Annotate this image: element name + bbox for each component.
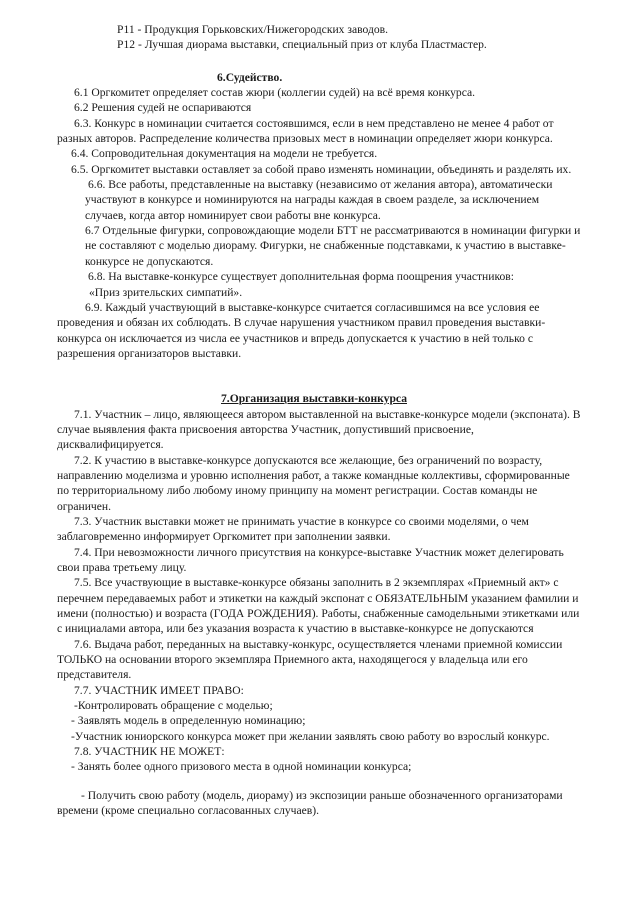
clause-6-2: 6.2 Решения судей не оспариваются (74, 101, 252, 115)
clause-7-1: 7.1. Участник – лицо, являющееся автором выставленной на выставке-конкурсе модели (экспоната). В случае выявления факта присвоения авторства Участник, допустивший присвоение, дисквалифицируется. (57, 407, 581, 452)
clause-7-5: 7.5. Все участвующие в выставке-конкурсе обязаны заполнить в 2 экземплярах «Приемный акт» с перечнем передаваемых работ и этикетки на каждый экспонат с ОБЯЗАТЕЛЬНЫМ указанием фамилии и имени (полностью) и возраста (ГОДА РОЖДЕНИЯ). Работы, снабженные самодельными этикетками или с инициалами автора, или без указания возраста к участию в выставке-конкурсе не допускаются (57, 576, 580, 636)
clause-6-5: 6.5. Оргкомитет выставки оставляет за собой право изменять номинации, объединять и разделять их. (71, 162, 572, 176)
clause-7-7: 7.7. УЧАСТНИК ИМЕЕТ ПРАВО: (74, 683, 244, 697)
prize-line-p11: Р11 - Продукция Горьковских/Нижегородских заводов. (117, 23, 389, 36)
spacer-before-section6 (57, 53, 582, 70)
restriction-item-early-pickup: - Получить свою работу (модель, диораму) из экспозиции раньше обозначенного организаторами времени (кроме специально согласованных случаев). (57, 788, 563, 818)
clause-7-6: 7.6. Выдача работ, переданных на выставку-конкурс, осуществляется членами приемной комиссии ТОЛЬКО на основании второго экземпляра Приемного акта, находящегося у владельца или его представителя. (57, 637, 563, 682)
clause-6-1: 6.1 Оргкомитет определяет состав жюри (коллегии судей) на всё время конкурса. (74, 86, 476, 100)
section-7-heading: 7.Организация выставки-конкурса (221, 392, 407, 406)
right-item-declare-nomination: - Заявлять модель в определенную номинацию; (71, 714, 306, 728)
right-item-control-model: -Контролировать обращение с моделью; (74, 699, 273, 713)
section-6-heading: 6.Судейство. (217, 70, 283, 84)
spacer-before-last-item (57, 775, 582, 788)
clause-6-9: 6.9. Каждый участвующий в выставке-конкурсе считается согласившимся на все условия ее проведения и обязан их соблюдать. В случае нарушения участником правил проведения выставки-конкурса он исключается из числа ее участников и впредь допускается к участию в ней только с разрешения организаторов выставки. (57, 300, 546, 360)
clause-7-4: 7.4. При невозможности личного присутствия на конкурсе-выставке Участник может делегировать свои права третьему лицу. (57, 545, 564, 574)
clause-6-7: 6.7 Отдельные фигурки, сопровождающие модели БТТ не рассматриваются в номинации фигурки и не составляют с моделью диораму. Фигурки, не снабженные подставками, к участию в выставке-конкурсе не допускаются. (85, 224, 581, 268)
right-item-junior-to-adult: -Участник юниорского конкурса может при желании заявлять свою работу во взрослый конкурс. (71, 729, 550, 743)
clause-7-3: 7.3. Участник выставки может не принимать участие в конкурсе со своими моделями, о чем заблаговременно информирует Оргкомитет при заполнении заявки. (57, 514, 529, 544)
clause-7-2: 7.2. К участию в выставке-конкурсе допускаются все желающие, без ограничений по возрасту, направлению моделизма и уровню исполнения работ, а также командные коллективы, сформированные по территориальному либо любому иному принципу на момент регистрации. Состав команды не ограничен. (57, 453, 570, 513)
spacer-before-section7 (57, 361, 582, 391)
prize-line-p12: Р12 - Лучшая диорама выставки, специальный приз от клуба Пластмастер. (117, 38, 487, 52)
clause-7-8: 7.8. УЧАСТНИК НЕ МОЖЕТ: (74, 745, 225, 759)
document-body (57, 22, 582, 819)
clause-6-8-award: «Приз зрительских симпатий». (89, 285, 243, 299)
clause-6-3: 6.3. Конкурс в номинации считается состоявшимся, если в нем представлено не менее 4 работ от разных авторов. Распределение количества призовых мест в номинации определяет жюри конкурса. (57, 116, 554, 146)
clause-6-8: 6.8. На выставке-конкурсе существует дополнительная форма поощрения участников: (88, 270, 515, 284)
restriction-item-one-prize: - Занять более одного призового места в одной номинации конкурса; (71, 760, 412, 774)
clause-6-4: 6.4. Сопроводительная документация на модели не требуется. (71, 147, 378, 161)
clause-6-6: 6.6. Все работы, представленные на выставку (независимо от желания автора), автоматически участвуют в конкурсе и номинируются на награды каждая в своем разделе, за исключением случаев, когда автор номинирует свои работы вне конкурса. (85, 178, 553, 222)
